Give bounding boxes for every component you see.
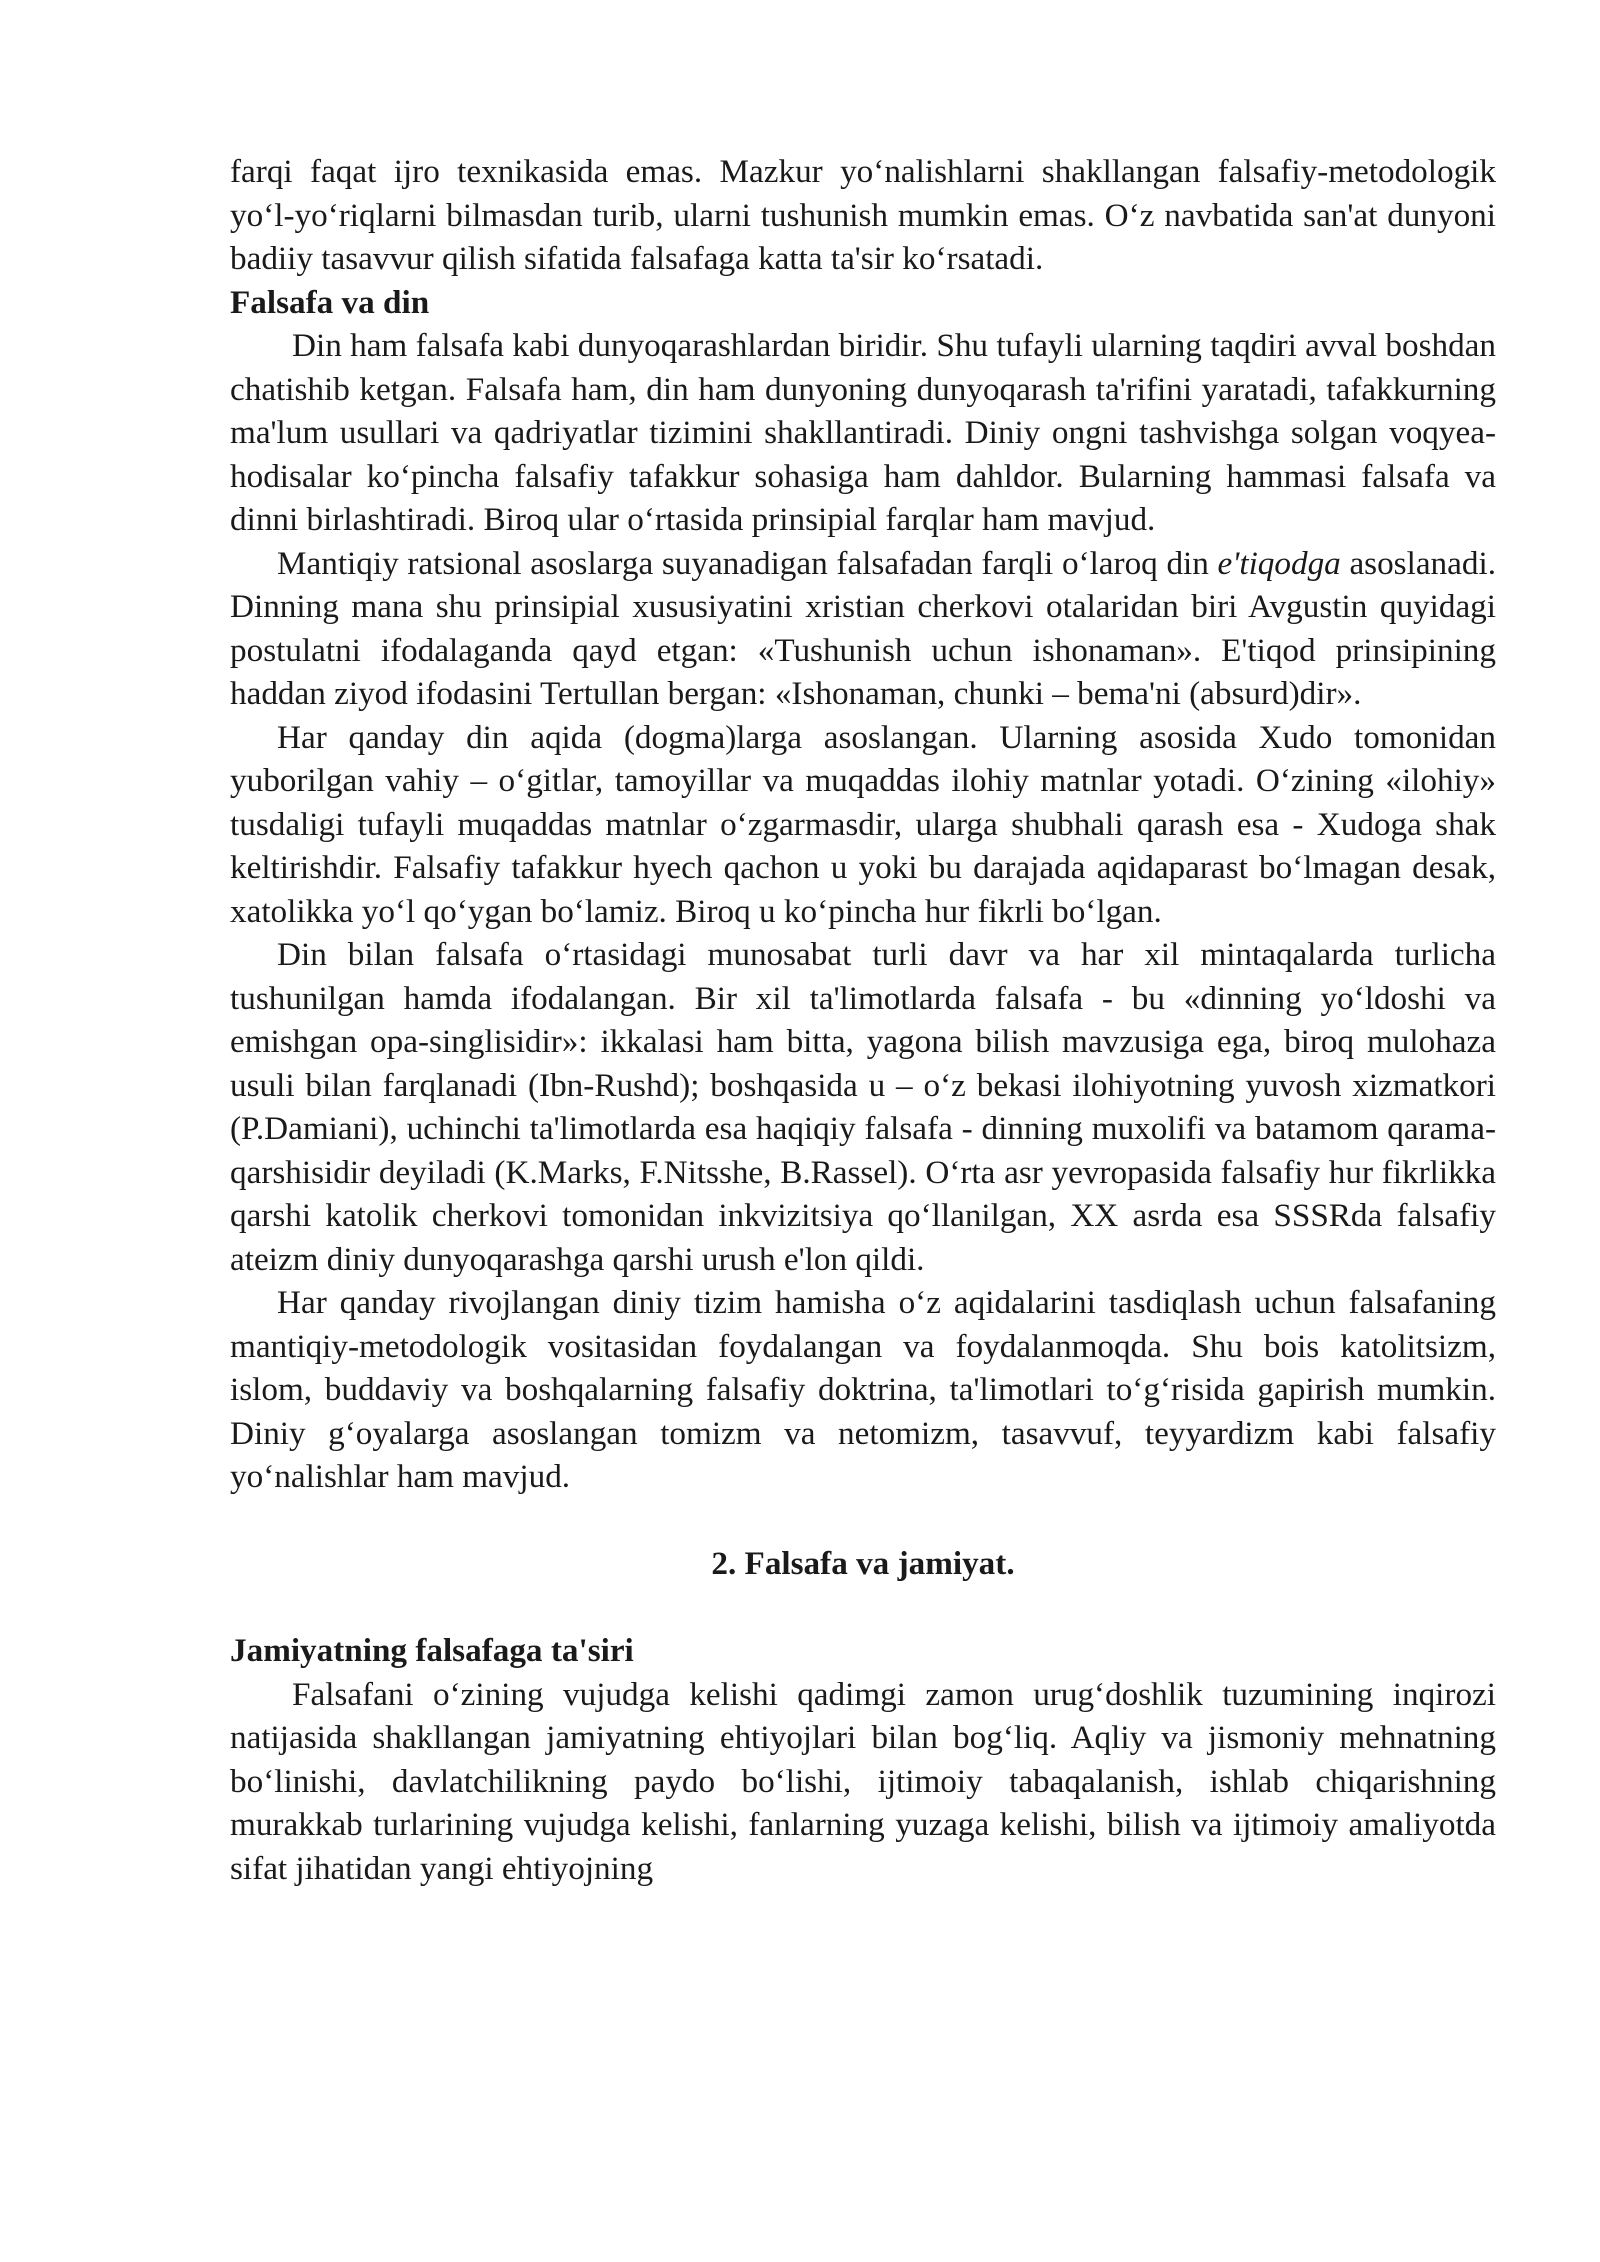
paragraph-etiqod-start: Mantiqiy ratsional asoslarga suyanadigan falsafadan farqli o‘laroq din bbox=[277, 544, 1218, 582]
section-heading-falsafa-va-jamiyat: 2. Falsafa va jamiyat. bbox=[711, 1545, 1015, 1582]
paragraph-etiqod bbox=[230, 542, 1496, 716]
intro-paragraph: farqi faqat ijro texnikasida emas. Mazkur yo‘nalishlarni shakllangan falsafiy-metodologik yo‘l-yo‘riqlarni bilmasdan turib, ularni tushunish mumkin emas. O‘z navbatida san'at dunyoni badiiy tasavvur qilish sifatida falsafaga katta ta'sir ko‘rsatadi. bbox=[230, 153, 1496, 277]
paragraph-munosabat: Din bilan falsafa o‘rtasidagi munosabat turli davr va har xil mintaqalarda turlicha tushunilgan hamda ifodalangan. Bir xil ta'limotlarda falsafa - bu «dinning yo‘ldoshi va emishgan opa-singlisidir»: ikkalasi ham bitta, yagona bilish mavzusiga ega, biroq mulohaza usuli bilan farqlanadi (Ibn-Rushd); boshqasida u – o‘z bekasi ilohiyotning yuvosh xizmatkori (P.Damiani), uchinchi ta'limotlarda esa haqiqiy falsafa - dinning muxolifi va batamom qarama-qarshisidir deyiladi (K.Marks, F.Nitsshe, B.Rassel). O‘rta asr yevropasida falsafiy hur fikrlikka qarshi katolik cherkovi tomonidan inkvizitsiya qo‘llanilgan, XX asrda esa SSSRda falsafiy ateizm diniy dunyoqarashga qarshi urush e'lon qildi. bbox=[230, 936, 1496, 1278]
paragraph-din-dunyoqarash: Din ham falsafa kabi dunyoqarashlardan biridir. Shu tufayli ularning taqdiri avval boshdan chatishib ketgan. Falsafa ham, din ham dunyoning dunyoqarash ta'rifini yaratadi, tafakkurning ma'lum usullari va qadriyatlar tizimini shakllantiradi. Diniy ongni tashvishga solgan voqyea-hodisalar ko‘pincha falsafiy tafakkur sohasiga ham dahldor. Bularning hammasi falsafa va dinni birlashtiradi. Biroq ular o‘rtasida prinsipial farqlar ham mavjud. bbox=[230, 327, 1496, 538]
paragraph-aqida: Har qanday din aqida (dogma)larga asoslangan. Ularning asosida Xudo tomonidan yuborilgan vahiy – o‘gitlar, tamoyillar va muqaddas ilohiy matnlar yotadi. O‘zining «ilohiy» tusdaligi tufayli muqaddas matnlar o‘zgarmasdir, ularga shubhali qarash esa - Xudoga shak keltirishdir. Falsafiy tafakkur hyech qachon u yoki bu darajada aqidaparast bo‘lmagan desak, xatolikka yo‘l qo‘ygan bo‘lamiz. Biroq u ko‘pincha hur fikrli bo‘lgan. bbox=[230, 718, 1496, 930]
paragraph-diniy-tizim: Har qanday rivojlangan diniy tizim hamisha o‘z aqidalarini tasdiqlash uchun falsafaning mantiqiy-metodologik vositasidan foydalangan va foydalanmoqda. Shu bois katolitsizm, islom, buddaviy va boshqalarning falsafiy doktrina, ta'limotlari to‘g‘risida gapirish mumkin. Diniy g‘oyalarga asoslangan tomizm va netomizm, tasavvuf, teyyardizm kabi falsafiy yo‘nalishlar ham mavjud. bbox=[230, 1284, 1496, 1495]
paragraph-etiqod-end: asoslanadi. Dinning mana shu prinsipial xususiyatini xristian cherkovi otalaridan biri Avgustin quyidagi postulatni ifodalaganda qayd etgan: «Tushunish uchun ishonaman». E'tiqod prinsipining haddan ziyod ifodasini Tertullan bergan: «Ishonaman, chunki – bema'ni (absurd)dir». bbox=[230, 544, 1496, 712]
paragraph-etiqod-emphasis: e'tiqodga bbox=[1217, 544, 1341, 582]
heading-falsafa-va-din: Falsafa va din bbox=[230, 283, 430, 321]
heading-jamiyat-tasiri: Jamiyatning falsafaga ta'siri bbox=[230, 1632, 634, 1669]
paragraph-falsafa-vujudga-kelishi: Falsafani o‘zining vujudga kelishi qadimgi zamon urug‘doshlik tuzumining inqirozi natijasida shakllangan jamiyatning ehtiyojlari bilan bog‘liq. Aqliy va jismoniy mehnatning bo‘linishi, davlatchilikning paydo bo‘lishi, ijtimoiy tabaqalanish, ishlab chiqarishning murakkab turlarining vujudga kelishi, fanlarning yuzaga kelishi, bilish va ijtimoiy amaliyotda sifat jihatidan yangi ehtiyojning bbox=[230, 1675, 1496, 1887]
document-page bbox=[230, 150, 1496, 1890]
